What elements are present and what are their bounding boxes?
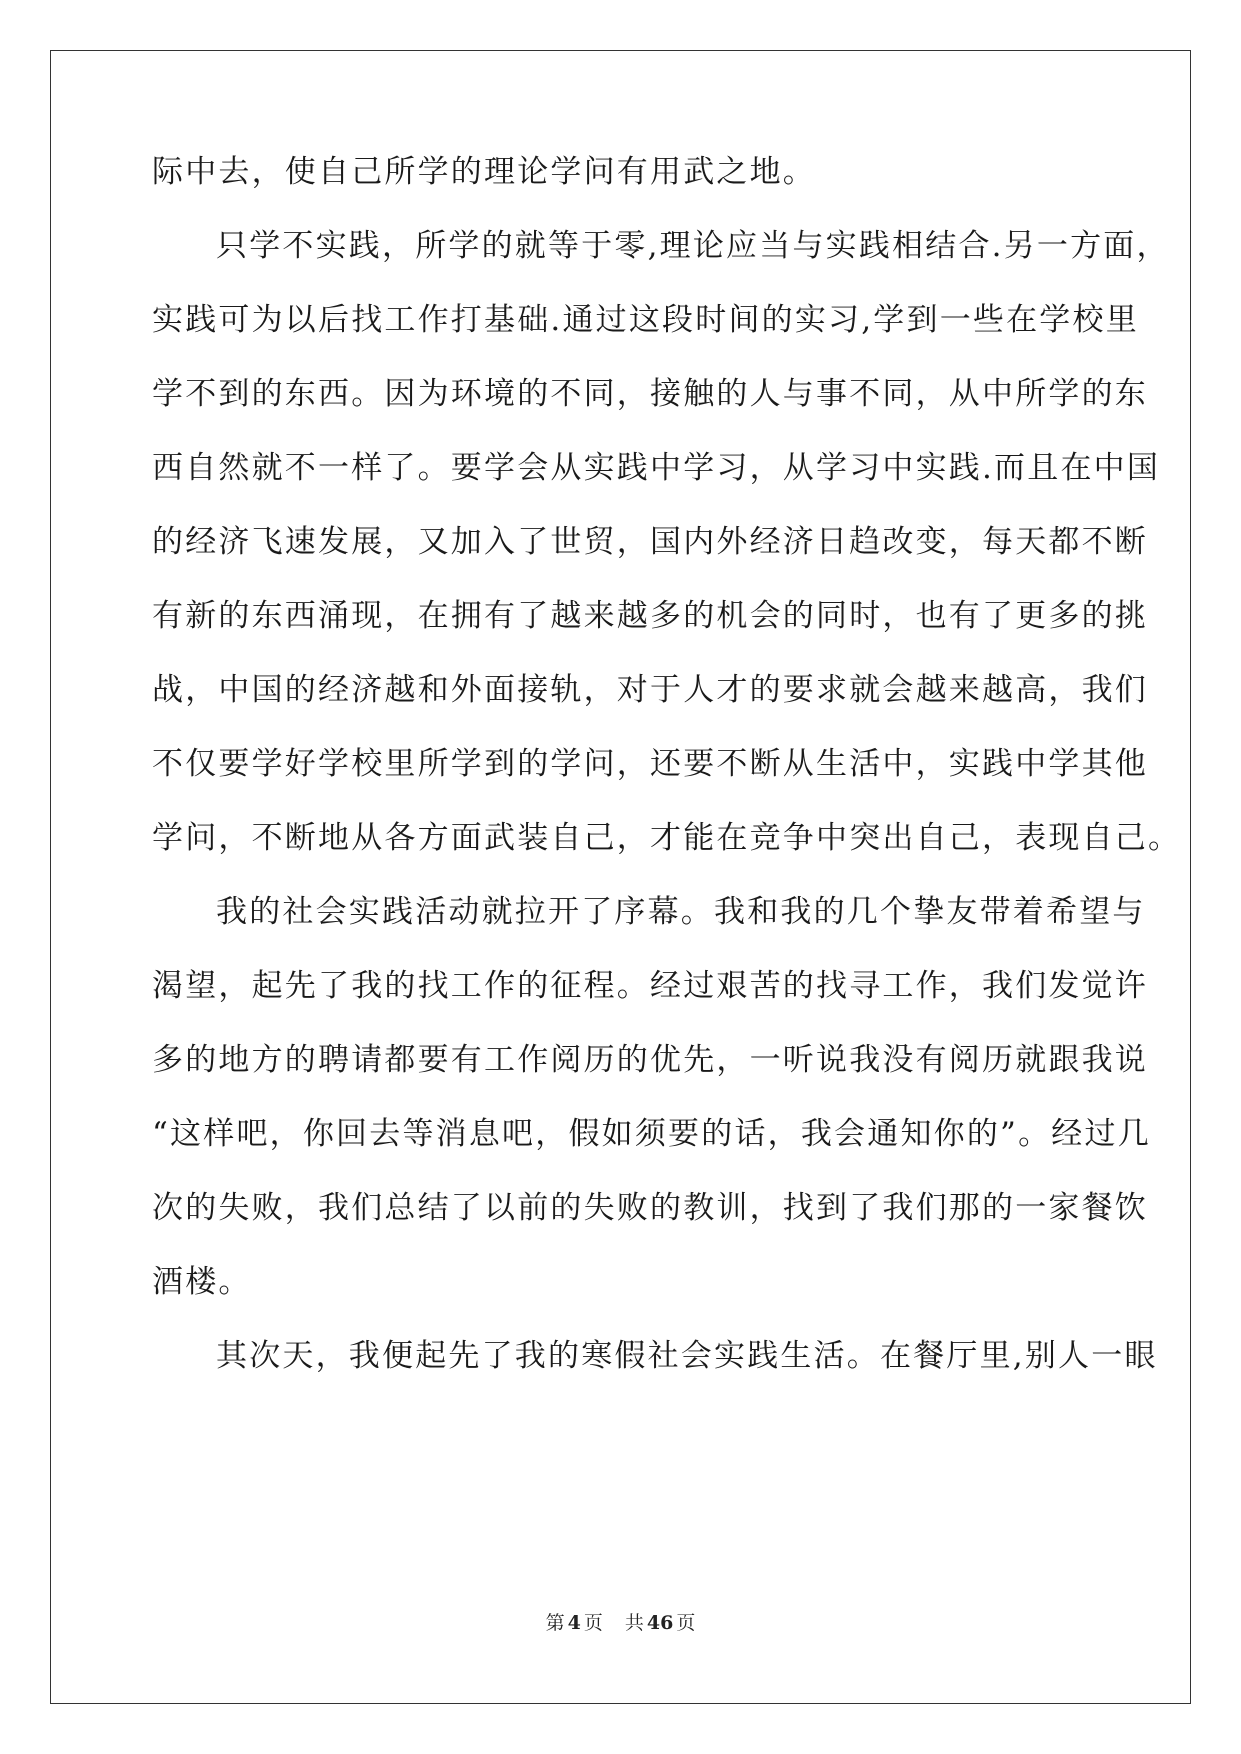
paragraph-line: 有新的东西涌现，在拥有了越来越多的机会的同时，也有了更多的挑 bbox=[152, 598, 1148, 634]
page-suffix: 页 bbox=[583, 1612, 603, 1634]
total-suffix: 页 bbox=[676, 1612, 696, 1634]
page-prefix: 第 bbox=[545, 1612, 565, 1634]
paragraph-line: 不仅要学好学校里所学到的学问，还要不断从生活中，实践中学其他 bbox=[152, 746, 1148, 782]
paragraph-line: 学问，不断地从各方面武装自己，才能在竞争中突出自己，表现自己。 bbox=[152, 820, 1182, 856]
paragraph-line: 学不到的东西。因为环境的不同，接触的人与事不同，从中所学的东 bbox=[152, 376, 1148, 412]
paragraph-line: 其次天，我便起先了我的寒假社会实践生活。在餐厅里,别人一眼 bbox=[216, 1338, 1158, 1374]
paragraph-line: “这样吧，你回去等消息吧，假如须要的话，我会通知你的”。经过几 bbox=[152, 1116, 1151, 1152]
paragraph-line: 我的社会实践活动就拉开了序幕。我和我的几个挚友带着希望与 bbox=[216, 894, 1146, 930]
paragraph-line: 渴望，起先了我的找工作的征程。经过艰苦的找寻工作，我们发觉许 bbox=[152, 968, 1148, 1004]
page-number: 4 bbox=[567, 1612, 581, 1634]
paragraph-line: 酒楼。 bbox=[152, 1264, 252, 1300]
paragraph-line: 际中去，使自己所学的理论学问有用武之地。 bbox=[152, 154, 816, 190]
paragraph-line: 战，中国的经济越和外面接轨，对于人才的要求就会越来越高，我们 bbox=[152, 672, 1148, 708]
page-footer bbox=[0, 1611, 1241, 1635]
paragraph-line: 西自然就不一样了。要学会从实践中学习，从学习中实践.而且在中国 bbox=[152, 450, 1161, 486]
page-border bbox=[50, 50, 1191, 1704]
paragraph-line: 只学不实践，所学的就等于零,理论应当与实践相结合.另一方面， bbox=[216, 228, 1170, 264]
paragraph-line: 实践可为以后找工作打基础.通过这段时间的实习,学到一些在学校里 bbox=[152, 302, 1139, 338]
paragraph-line: 多的地方的聘请都要有工作阅历的优先，一听说我没有阅历就跟我说 bbox=[152, 1042, 1148, 1078]
paragraph-line: 次的失败，我们总结了以前的失败的教训，找到了我们那的一家餐饮 bbox=[152, 1190, 1148, 1226]
total-pages: 46 bbox=[646, 1612, 674, 1634]
paragraph-line: 的经济飞速发展，又加入了世贸，国内外经济日趋改变，每天都不断 bbox=[152, 524, 1148, 560]
total-prefix: 共 bbox=[624, 1612, 644, 1634]
